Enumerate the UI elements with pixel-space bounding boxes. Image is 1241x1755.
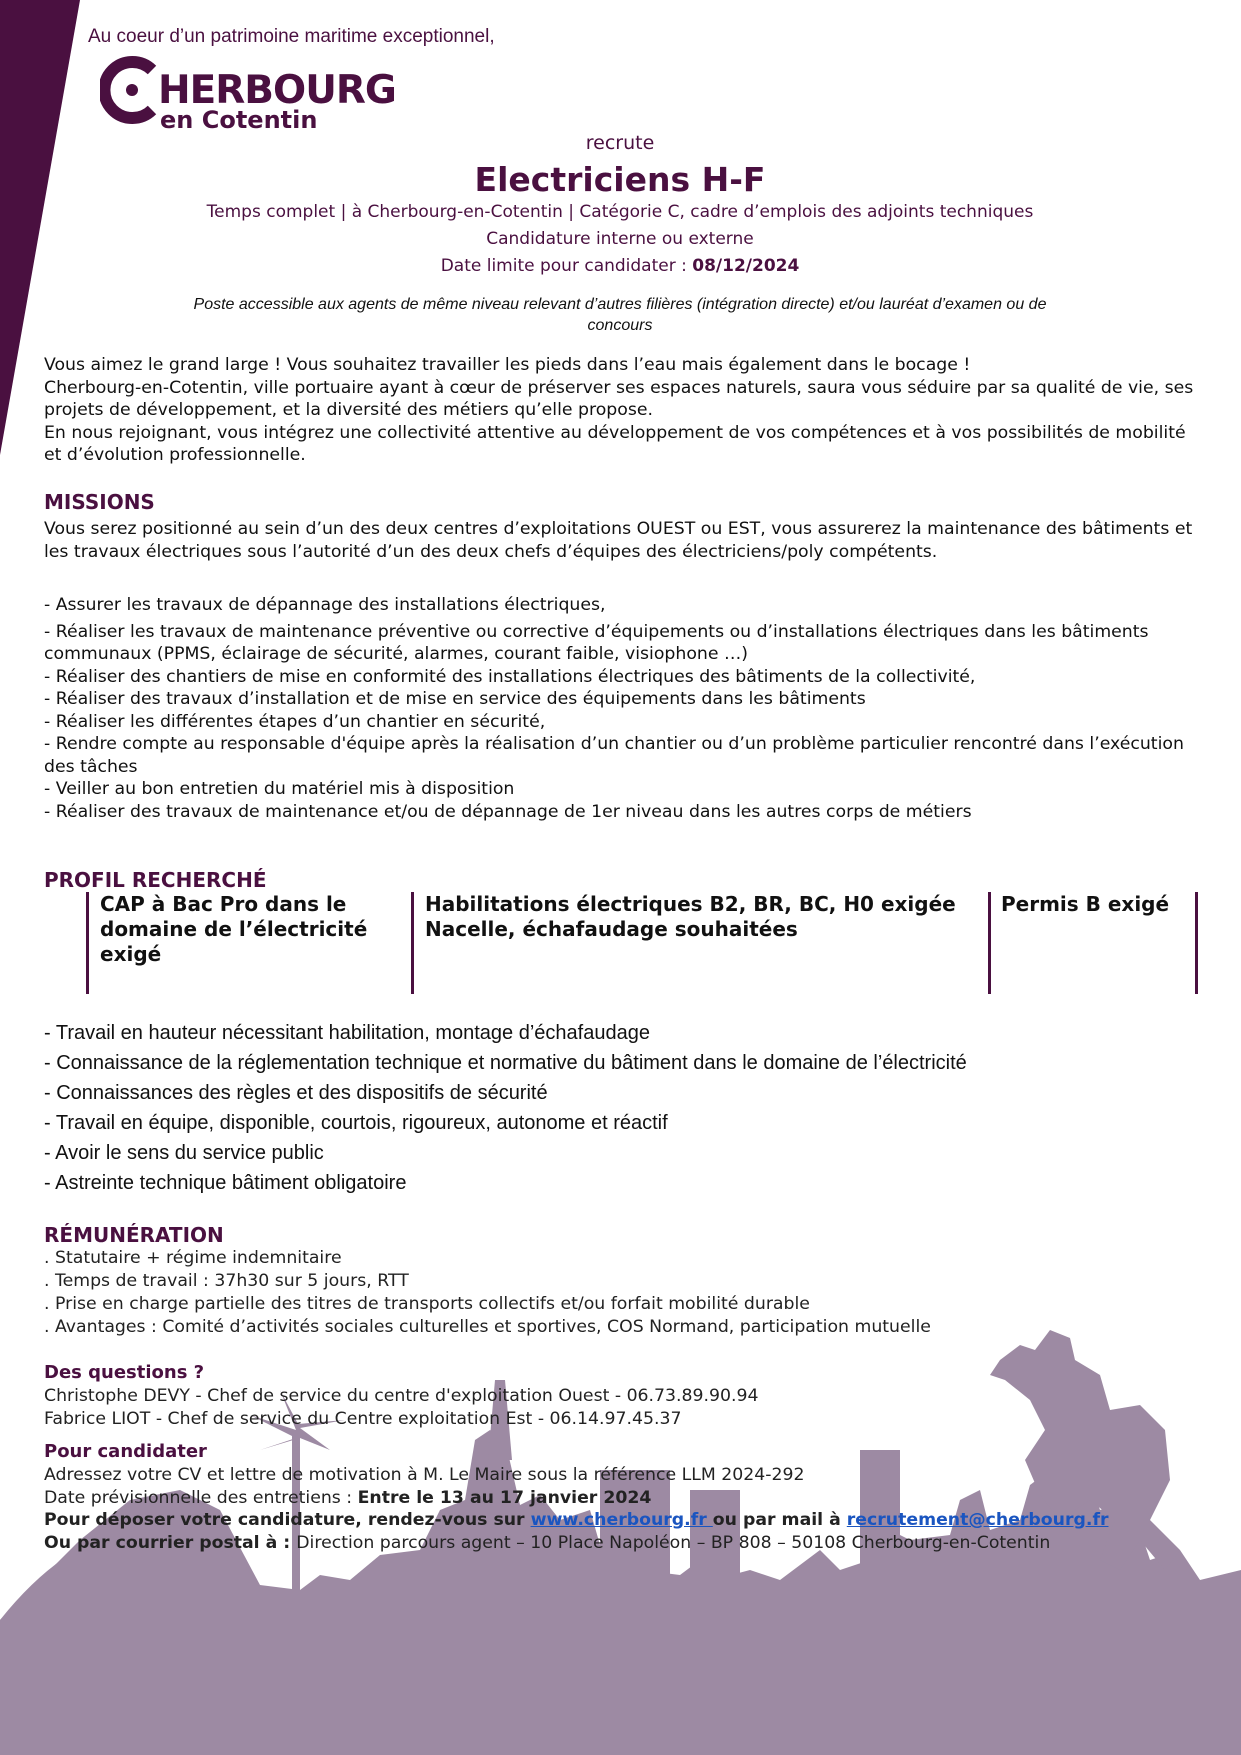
- profile-divider: [988, 892, 991, 994]
- list-item: - Travail en hauteur nécessitant habilitation, montage d’échafaudage: [44, 1022, 650, 1044]
- candidature-type: Candidature interne ou externe: [486, 229, 754, 249]
- contact-line: Fabrice LIOT - Chef de service du Centre exploitation Est - 06.14.97.45.37: [44, 1408, 682, 1429]
- postal-line: [44, 1532, 1234, 1555]
- interview-label: Date prévisionnelle des entretiens :: [44, 1487, 358, 1508]
- missions-intro: Vous serez positionné au sein d’un des deux centres d’exploitations OUEST ou EST, vous assurerez la maintenance des bâtiments et les travaux électriques sous l’autorité d’un des deux chefs d’équipes des électriciens/poly compétents.: [44, 519, 1193, 562]
- slogan: Au coeur d’un patrimoine maritime exceptionnel,: [88, 26, 495, 47]
- list-item: - Réaliser les différentes étapes d’un chantier en sécurité,: [44, 711, 546, 732]
- profile-diploma: CAP à Bac Pro dans le domaine de l’électricité exigé: [100, 892, 368, 966]
- list-item: . Statutaire + régime indemnitaire: [44, 1248, 342, 1268]
- list-item: - Réaliser des chantiers de mise en conformité des installations électriques des bâtiments de la collectivité,: [44, 666, 976, 687]
- list-item: - Travail en équipe, disponible, courtois, rigoureux, autonome et réactif: [44, 1112, 668, 1134]
- intro-line-1: Vous aimez le grand large ! Vous souhaitez travailler les pieds dans l’eau mais également dans le bocage !: [44, 355, 971, 375]
- logo-wordmark: HERBOURG: [158, 68, 396, 113]
- list-item: - Réaliser des travaux de maintenance et/ou de dépannage de 1er niveau dans les autres corps de métiers: [44, 801, 972, 822]
- deposit-label: Pour déposer votre candidature, rendez-vous sur: [44, 1510, 531, 1530]
- list-item: - Assurer les travaux de dépannage des installations électriques,: [44, 595, 606, 615]
- deadline-line: [140, 256, 1100, 276]
- deposit-line: [44, 1509, 1234, 1532]
- questions-heading: Des questions ?: [44, 1362, 205, 1383]
- job-details: Temps complet | à Cherbourg-en-Cotentin | Catégorie C, cadre d’emplois des adjoints techniques: [206, 202, 1034, 222]
- intro-line-3: En nous rejoignant, vous intégrez une collectivité attentive au développement de vos compétences et à vos possibilités de mobilité et d’évolution professionnelle.: [44, 422, 1186, 465]
- profile-divider: [86, 892, 89, 994]
- skills-list: [44, 1018, 967, 1198]
- list-item: - Réaliser des travaux d’installation et de mise en service des équipements dans les bâtiments: [44, 689, 866, 709]
- recrute-label: recrute: [585, 132, 655, 154]
- profile-divider: [411, 892, 414, 994]
- apply-details: [44, 1464, 1234, 1554]
- list-item: - Réaliser les travaux de maintenance préventive ou corrective d’équipements ou d’installations électriques dans les bâtiments communaux (PPMS, éclairage de sécurité, alarmes, courant faible, visiophone …): [44, 621, 1149, 664]
- list-item: . Temps de travail : 37h30 sur 5 jours, RTT: [44, 1271, 409, 1291]
- interview-dates: Entre le 13 au 17 janvier 2024: [357, 1487, 652, 1508]
- list-item: . Avantages : Comité d’activités sociales culturelles et sportives, COS Normand, participation mutuelle: [44, 1317, 931, 1337]
- remuneration-list: [44, 1247, 931, 1339]
- accessibility-note: Poste accessible aux agents de même niveau relevant d’autres filières (intégration directe) et/ou lauréat d’examen ou de concours: [193, 296, 1047, 334]
- list-item: - Veiller au bon entretien du matériel mis à disposition: [44, 779, 515, 799]
- contacts: [44, 1385, 759, 1430]
- job-title: Electriciens H-F: [474, 160, 766, 199]
- cherbourg-logo: [100, 56, 400, 136]
- mail-label: ou par mail à: [712, 1510, 847, 1530]
- nacelle-line: Nacelle, échafaudage souhaitées: [425, 917, 798, 941]
- logo-c-mark: [100, 56, 164, 124]
- contact-line: Christophe DEVY - Chef de service du centre d'exploitation Ouest - 06.73.89.90.94: [44, 1386, 759, 1406]
- missions-list: [44, 594, 1204, 823]
- email-link[interactable]: recrutement@cherbourg.fr: [846, 1510, 1109, 1530]
- remuneration-heading: RÉMUNÉRATION: [44, 1223, 224, 1247]
- habilitations-line: Habilitations électriques B2, BR, BC, H0 exigée: [425, 892, 956, 916]
- intro-text: [44, 354, 1204, 467]
- postal-address: Direction parcours agent – 10 Place Napoléon – BP 808 – 50108 Cherbourg-en-Cotentin: [296, 1532, 1051, 1553]
- profile-permis: Permis B exigé: [1001, 892, 1170, 916]
- profil-heading: PROFIL RECHERCHÉ: [44, 868, 267, 892]
- website-link[interactable]: www.cherbourg.fr: [530, 1510, 713, 1530]
- deadline-date: 08/12/2024: [692, 256, 800, 276]
- intro-line-2: Cherbourg-en-Cotentin, ville portuaire ayant à cœur de préserver ses espaces naturels, saura vous séduire par sa qualité de vie, ses projets de développement, et la diversité des métiers qu’elle propose.: [44, 377, 1194, 420]
- postal-label: Ou par courrier postal à :: [44, 1532, 297, 1553]
- profile-habilitations: [425, 892, 995, 992]
- interview-line: [44, 1487, 1234, 1510]
- list-item: - Rendre compte au responsable d'équipe après la réalisation d’un chantier ou d’un problème particulier rencontré dans l’exécution des tâches: [44, 734, 1184, 777]
- list-item: - Connaissance de la réglementation technique et normative du bâtiment dans le domaine de l’électricité: [44, 1052, 967, 1074]
- list-item: . Prise en charge partielle des titres de transports collectifs et/ou forfait mobilité durable: [44, 1294, 810, 1314]
- logo-subtitle: en Cotentin: [160, 106, 318, 134]
- apply-reference: Adressez votre CV et lettre de motivation à M. Le Maire sous la référence LLM 2024-292: [44, 1465, 805, 1485]
- missions-heading: MISSIONS: [44, 490, 155, 514]
- deadline-label: Date limite pour candidater :: [440, 256, 693, 276]
- list-item: - Avoir le sens du service public: [44, 1142, 324, 1164]
- list-item: - Astreinte technique bâtiment obligatoire: [44, 1172, 407, 1194]
- apply-heading: Pour candidater: [44, 1441, 207, 1462]
- profile-divider: [1195, 892, 1198, 994]
- list-item: - Connaissances des règles et des dispositifs de sécurité: [44, 1082, 548, 1104]
